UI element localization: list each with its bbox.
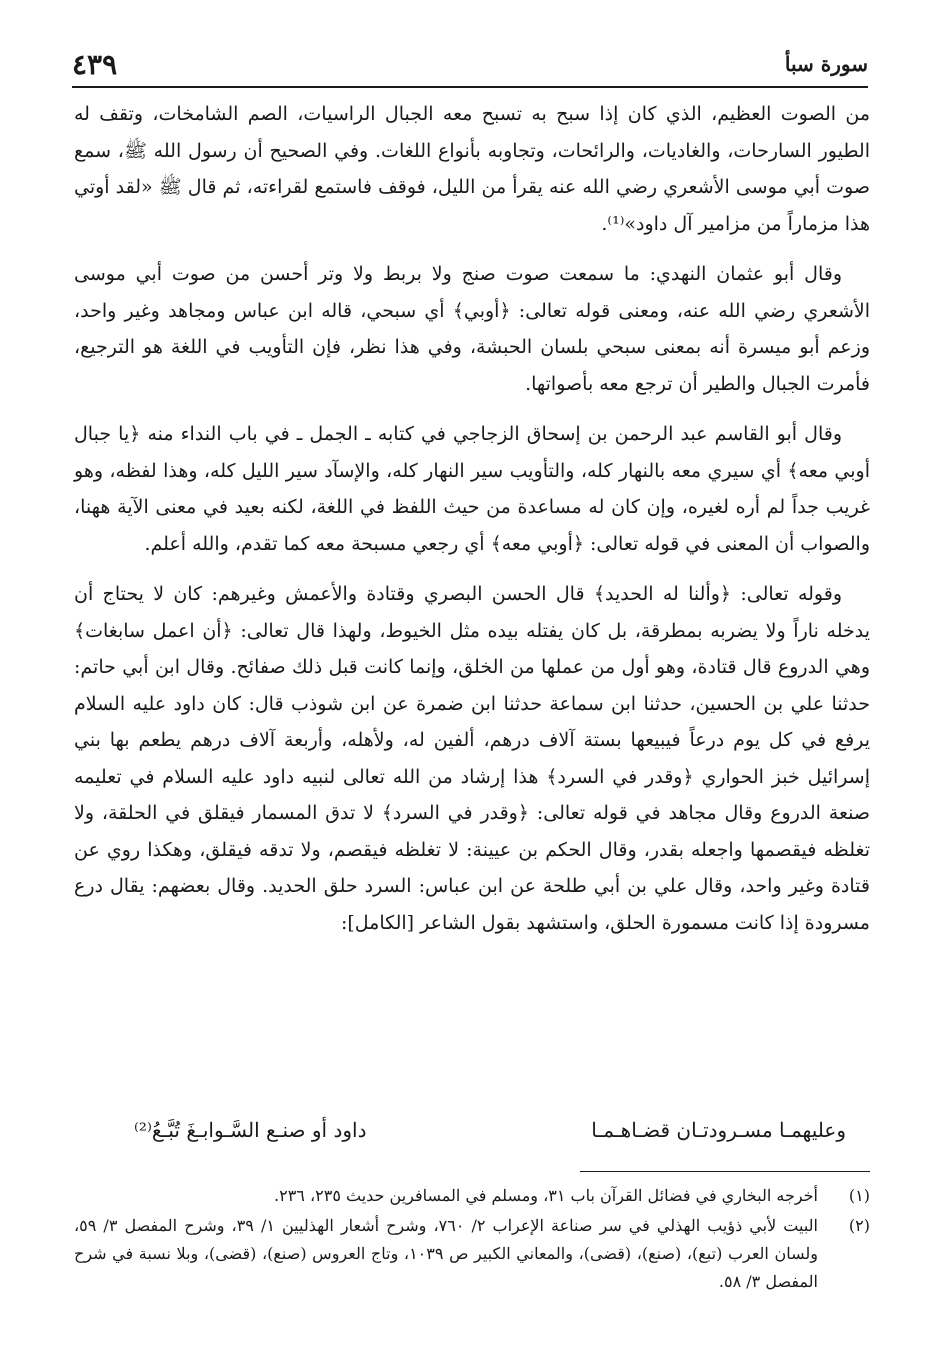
header-divider xyxy=(72,86,868,88)
paragraph-3: وقال أبو القاسم عبد الرحمن بن إسحاق الزجاجي في كتابه ـ الجمل ـ في باب النداء منه ﴿يا جبال أوبي معه﴾ أي سيري معه بالنهار كله، والتأويب سير النهار كله، والإسآد سير الليل كله، وهذا لفظه، وهو غريب جداً لم أره لغيره، وإن كان له مساعدة من حيث اللفظ في اللغة، لكنه بعيد في معنى الآية ههنا، والصواب أن المعنى في قوله تعالى: ﴿أوبي معه﴾ أي رجعي مسبحة معه كما تقدم، والله أعلم. xyxy=(74,423,870,555)
footnote-number: (٢) xyxy=(848,1216,870,1235)
page-header xyxy=(72,44,868,84)
paragraph-1: من الصوت العظيم، الذي كان إذا سبح به تسبح معه الجبال الراسيات، الصم الشامخات، وتقف له الطيور السارحات، والغاديات، والرائحات، وتجاوبه بأنواع اللغات. وفي الصحيح أن رسول الله ﷺ، سمع صوت أبي موسى الأشعري رضي الله عنه يقرأ من الليل، فوقف فاستمع لقراءته، ثم قال ﷺ «لقد أوتي هذا مزماراً من مزامير آل داود»⁽¹⁾. xyxy=(74,103,870,235)
footnote-text: أخرجه البخاري في فضائل القرآن باب ٣١، ومسلم في المسافرين حديث ٢٣٥، ٢٣٦. xyxy=(274,1186,818,1205)
footnote-text: البيت لأبي ذؤيب الهذلي في سر صناعة الإعراب ٢/ ٧٦٠، وشرح أشعار الهذليين ١/ ٣٩، وشرح المفصل ٣/ ٥٩، ولسان العرب (تبع)، (صنع)، (قضى)، والمعاني الكبير ص ١٠٣٩، وتاج العروس (صنع)، (قضى)، وبلا نسبة في شرح المفصل ٣/ ٥٨. xyxy=(74,1216,818,1291)
footnote-item xyxy=(74,1212,870,1296)
main-text xyxy=(74,96,870,941)
page-number: ٤٣٩ xyxy=(72,48,118,81)
verse-first-hemistich: وعليهمـا مسـرودتـان قضـاهـمـا xyxy=(591,1118,846,1142)
paragraph-2: وقال أبو عثمان النهدي: ما سمعت صوت صنج ولا بربط ولا وتر أحسن من صوت أبي موسى الأشعري رضي الله عنه، ومعنى قوله تعالى: ﴿أوبي﴾ أي سبحي، قاله ابن عباس ومجاهد وغير واحد، وزعم أبو ميسرة أنه بمعنى سبحي بلسان الحبشة، وفي هذا نظر، فإن التأويب في اللغة هو الترجيع، فأمرت الجبال والطير أن ترجع معه بأصواتها. xyxy=(74,263,870,395)
footnote-number: (١) xyxy=(848,1186,870,1205)
footnotes xyxy=(74,1182,870,1298)
paragraph-4: وقوله تعالى: ﴿وألنا له الحديد﴾ قال الحسن البصري وقتادة والأعمش وغيرهم: كان لا يحتاج أن يدخله ناراً ولا يضربه بمطرقة، بل كان يفتله بيده مثل الخيوط، ولهذا قال تعالى: ﴿أن اعمل سابغات﴾ وهي الدروع قال قتادة، وهو أول من عملها من الخلق، وإنما كانت قبل ذلك صفائح. وقال ابن أبي حاتم: حدثنا علي بن الحسين، حدثنا ابن سماعة حدثنا ابن ضمرة عن ابن شوذب قال: كان داود عليه السلام يرفع في كل يوم درعاً فيبيعها بستة آلاف درهم، ألفين له، ولأهله، وأربعة آلاف درهم يطعم بها بني إسرائيل خبز الحواري ﴿وقدر في السرد﴾ هذا إرشاد من الله تعالى لنبيه داود عليه السلام في تعليمه صنعة الدروع وقال مجاهد في قوله تعالى: ﴿وقدر في السرد﴾ لا تدق المسمار فيقلق في الحلقة، ولا تغلظه فيقصمها واجعله بقدر، وقال الحكم بن عيينة: لا تغلظه فيقصم، ولا تدقه فيقلق، وهكذا روي عن قتادة وغير واحد، وقال علي بن أبي طلحة عن ابن عباس: السرد حلق الحديد. وقال بعضهم: يقال درع مسرودة إذا كانت مسمورة الحلق، واستشهد بقول الشاعر [الكامل]: xyxy=(74,583,870,934)
verse-second-hemistich: داود أو صنـع السَّـوابـغَ تُبَّـعُ⁽²⁾ xyxy=(134,1118,367,1142)
surah-title: سورة سبأ xyxy=(784,52,868,76)
poetry-verse xyxy=(74,1118,870,1158)
footnote-item xyxy=(74,1182,870,1210)
footnote-divider xyxy=(580,1171,870,1172)
